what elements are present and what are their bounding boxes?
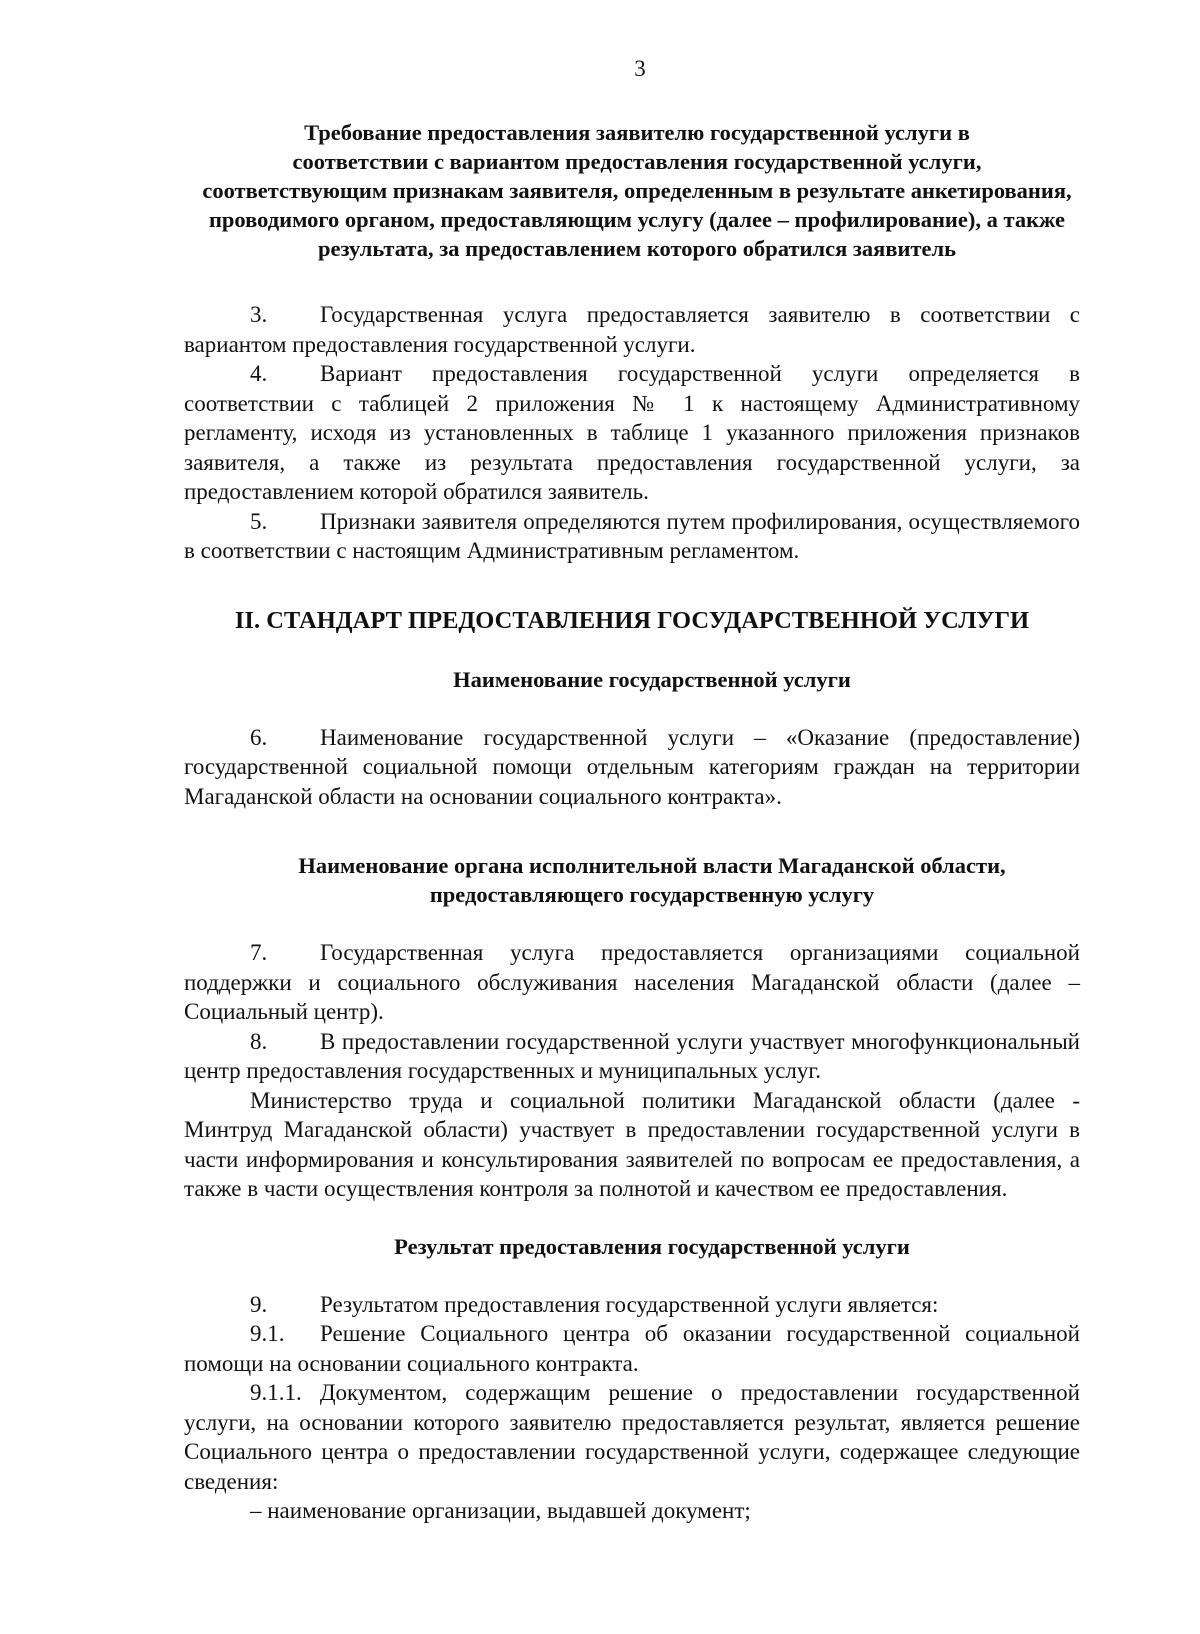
paragraph-4	[184, 359, 1080, 507]
paragraph-text: Государственная услуга предоставляется заявителю в соответствии с вариантом предоставления государственной услуги.	[184, 302, 1080, 357]
requirement-heading-line: Требование предоставления заявителю государственной услуги в	[304, 120, 970, 145]
organ-heading	[224, 851, 1080, 909]
paragraph-9-1	[184, 1319, 1080, 1378]
page-number: 3	[634, 56, 646, 81]
paragraph-3	[184, 300, 1080, 359]
paragraph-text: В предоставлении государственной услуги участвует многофункциональный центр предоставления государственных и муниципальных услуг.	[184, 1028, 1080, 1083]
section-heading: II. СТАНДАРТ ПРЕДОСТАВЛЕНИЯ ГОСУДАРСТВЕННОЙ УСЛУГИ	[234, 606, 1030, 634]
paragraph-text: Признаки заявителя определяются путем профилирования, осуществляемого в соответствии с настоящим Административным регламентом.	[184, 508, 1080, 563]
paragraph-7	[184, 938, 1080, 1027]
requirement-heading-line: проводимого органом, предоставляющим услугу (далее – профилирование), а также	[208, 207, 1066, 232]
paragraph-text: Решение Социального центра об оказании государственной социальной помощи на основании социального контракта.	[184, 1321, 1080, 1376]
paragraph-number: 9.	[250, 1291, 268, 1317]
paragraph-text: Государственная услуга предоставляется организациями социальной поддержки и социального обслуживания населения Магаданской области (далее – Социальный центр).	[184, 940, 1080, 1024]
page-content	[184, 118, 1080, 1526]
paragraph-6	[184, 723, 1080, 812]
paragraph-9-1-1: 9.1.1. Документом, содержащим решение о предоставлении государственной услуги, на основании которого заявителю предоставляется результат, является решение Социального центра о предоставлении государственной услуги, содержащее следующие сведения:	[184, 1380, 1080, 1494]
paragraph-number: 6.	[250, 724, 268, 750]
paragraph-text: Вариант предоставления государственной услуги определяется в соответствии с таблицей 2 приложения № 1 к настоящему Административному регламенту, исходя из установленных в таблице 1 указанного приложения признаков заявителя, а также из результата предоставления государственной услуги, за предоставлением которой обратился заявитель.	[184, 361, 1080, 504]
organ-heading-line: предоставляющего государственную услугу	[429, 882, 875, 907]
paragraph-number: 9.1.	[250, 1321, 285, 1346]
paragraph-number: 3.	[250, 302, 268, 327]
paragraph-number: 4.	[250, 361, 268, 386]
paragraph-number: 7.	[250, 940, 268, 965]
requirement-heading	[194, 118, 1080, 263]
subheading-service-name: Наименование государственной услуги	[453, 666, 851, 692]
organ-heading-line: Наименование органа исполнительной власти Магаданской области,	[298, 853, 1006, 878]
requirement-heading-line: соответствии с вариантом предоставления государственной услуги,	[292, 149, 982, 174]
paragraph-number: 8.	[250, 1028, 268, 1054]
paragraph-text: Результатом предоставления государственной услуги является:	[320, 1291, 939, 1317]
paragraph-8-continued: Министерство труда и социальной политики Магаданской области (далее - Минтруд Магаданской области) участвует в предоставлении государственной услуги в части информирования и консультирования заявителей по вопросам ее предоставления, а также в части осуществления контроля за полнотой и качеством ее предоставления.	[184, 1087, 1080, 1201]
requirement-heading-line: результата, за предоставлением которого обратился заявитель	[317, 236, 957, 261]
list-item: – наименование организации, выдавшей документ;	[250, 1498, 751, 1523]
paragraph-5	[184, 507, 1080, 566]
requirement-heading-line: соответствующим признакам заявителя, определенным в результате анкетирования,	[202, 178, 1072, 203]
paragraph-text: Наименование государственной услуги – «Оказание (предоставление) государственной социальной помощи отдельным категориям граждан на территории Магаданской области на основании социального контракта».	[184, 724, 1080, 809]
result-heading: Результат предоставления государственной услуги	[394, 1233, 910, 1259]
paragraph-number: 5.	[250, 508, 268, 534]
paragraph-9	[184, 1290, 1080, 1320]
paragraph-8	[184, 1027, 1080, 1086]
